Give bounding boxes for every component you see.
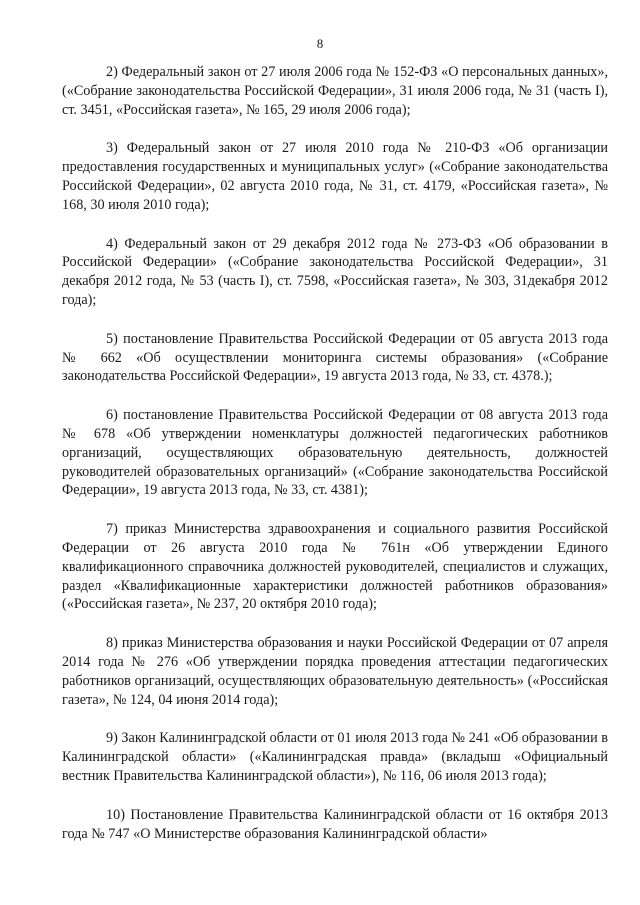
list-item-6: 6) постановление Правительства Российской Федерации от 08 августа 2013 года № 678 «Об утверждении номенклатуры должностей педагогических работников организаций, осуществляющих образовательную деятельность, должностей руководителей образовательных организаций» («Собрание законодательства Российской Федерации», 19 августа 2013 года, № 33, ст. 4381); [62, 407, 608, 499]
list-item-10: 10) Постановление Правительства Калининградской области от 16 октября 2013 года № 747 «О Министерстве образования Калининградской области» [62, 806, 608, 842]
list-item-4: 4) Федеральный закон от 29 декабря 2012 года № 273-ФЗ «Об образовании в Российской Федерации» («Собрание законодательства Российской Федерации», 31 декабря 2012 года, № 53 (часть I), ст. 7598, «Российская газета», № 303, 31декабря 2012 года); [62, 235, 608, 308]
page-number: 8 [316, 36, 324, 51]
list-item-3: 3) Федеральный закон от 27 июля 2010 года № 210-ФЗ «Об организации предоставления государственных и муниципальных услуг» («Собрание законодательства Российской Федерации», 02 августа 2010 года, № 31, ст. 4179, «Российская газета», № 168, 30 июля 2010 года); [62, 140, 608, 213]
list-item-2: 2) Федеральный закон от 27 июля 2006 года № 152-ФЗ «О персональных данных», («Собрание законодательства Российской Федерации», 31 июля 2006 года, № 31 (часть I), ст. 3451, «Российская газета», № 165, 29 июля 2006 года); [62, 64, 608, 118]
list-item-9: 9) Закон Калининградской области от 01 июля 2013 года № 241 «Об образовании в Калининградской области» («Калининградская правда» (вкладыш «Официальный вестник Правительства Калининградской области»), № 116, 06 июля 2013 года); [62, 730, 608, 784]
list-item-7: 7) приказ Министерства здравоохранения и социального развития Российской Федерации от 26 августа 2010 года № 761н «Об утверждении Единого квалификационного справочника должностей руководителей, специалистов и служащих, раздел «Квалификационные характеристики должностей работников образования» («Российская газета», № 237, 20 октября 2010 года); [62, 521, 608, 613]
list-item-8: 8) приказ Министерства образования и науки Российской Федерации от 07 апреля 2014 года № 276 «Об утверждении порядка проведения аттестации педагогических работников организаций, осуществляющих образовательную деятельность» («Российская газета», № 124, 04 июня 2014 года); [62, 635, 608, 708]
list-item-5: 5) постановление Правительства Российской Федерации от 05 августа 2013 года № 662 «Об осуществлении мониторинга системы образования» («Собрание законодательства Российской Федерации», 19 августа 2013 года, № 33, ст. 4378.); [62, 330, 608, 385]
document-body [62, 63, 608, 863]
